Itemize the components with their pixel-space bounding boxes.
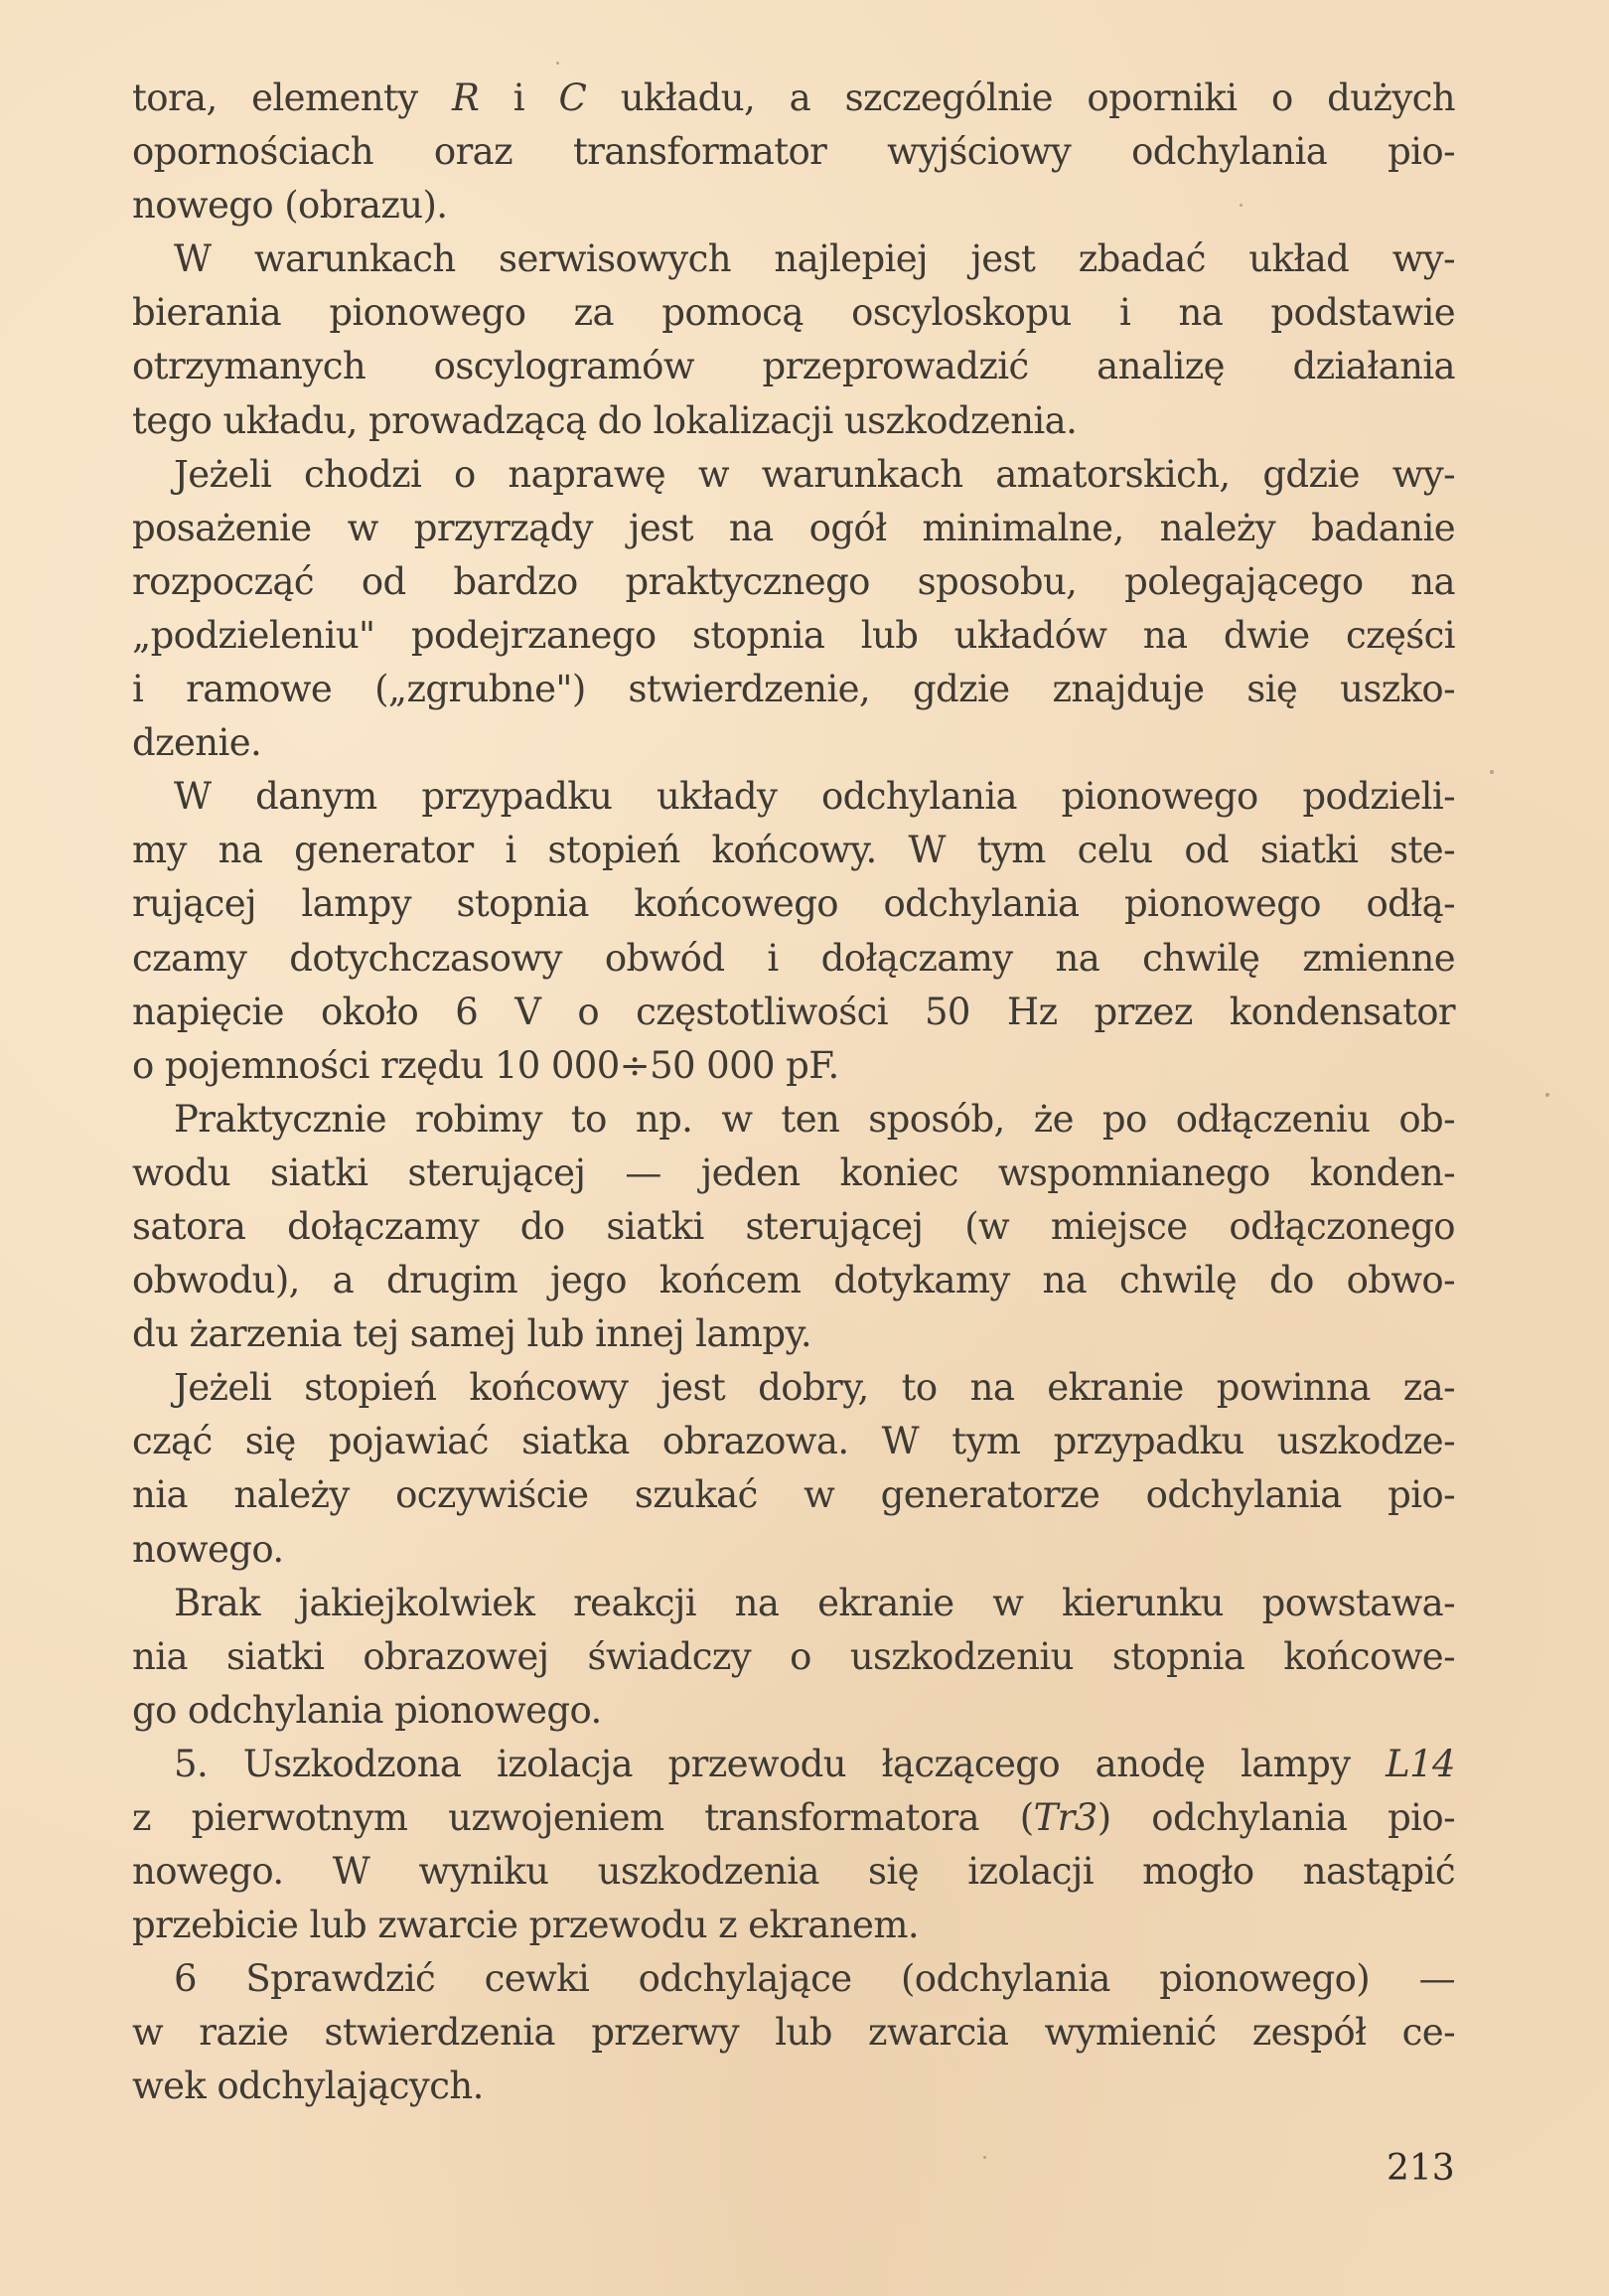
list-item-5: [132, 1738, 1455, 1952]
text-line: i ramowe („zgrubne") stwierdzenie, gdzie znajduje się uszko-: [132, 668, 1455, 711]
text-line: rozpocząć od bardzo praktycznego sposobu, polegającego na: [132, 559, 1455, 603]
text-line: napięcie około 6 V o częstotliwości 50 Hz przez kondensator: [132, 990, 1455, 1033]
text-line: W warunkach serwisowych najlepiej jest zbadać układ wy-: [174, 237, 1455, 281]
paper-speck: [556, 62, 559, 65]
paper-speck: [983, 2156, 986, 2159]
text-line: wek odchylających.: [132, 2065, 484, 2108]
paragraph-5: [132, 1093, 1455, 1361]
paragraph-3: [132, 448, 1455, 771]
symbol-L14: L14: [1386, 1742, 1455, 1785]
paper-speck: [1240, 204, 1243, 207]
text-line: wodu siatki sterującej — jeden koniec wspomnianego konden-: [132, 1150, 1455, 1194]
text-line: W danym przypadku układy odchylania pionowego podzieli-: [174, 775, 1455, 819]
page-number: 213: [1387, 2148, 1455, 2189]
text-line: obwodu), a drugim jego końcem dotykamy na chwilę do obwo-: [132, 1259, 1455, 1302]
list-item-6: [132, 1952, 1455, 2113]
text-line: nia siatki obrazowej świadczy o uszkodzeniu stopnia końcowe-: [132, 1634, 1455, 1678]
text-line: Praktycznie robimy to np. w ten sposób, że po odłączeniu ob-: [174, 1097, 1455, 1141]
text-line: „podzieleniu" podejrzanego stopnia lub układów na dwie części: [132, 613, 1455, 657]
text-line: bierania pionowego za pomocą oscyloskopu i na podstawie: [132, 291, 1455, 335]
paragraph-7: [132, 1577, 1455, 1738]
text-line: my na generator i stopień końcowy. W tym celu od siatki ste-: [132, 829, 1455, 872]
paragraph-2: [132, 232, 1455, 447]
symbol-R: R: [452, 77, 480, 119]
text-line: satora dołączamy do siatki sterującej (w miejsce odłączonego: [132, 1204, 1455, 1248]
text-line: nowego. W wyniku uszkodzenia się izolacji mogło nastąpić: [132, 1850, 1455, 1894]
text-line: dzenie.: [132, 721, 262, 765]
paragraph-4: [132, 770, 1455, 1093]
text-line: 6 Sprawdzić cewki odchylające (odchylania pionowego) —: [174, 1957, 1455, 2001]
text-line: o pojemności rzędu 10 000÷50 000 pF.: [132, 1043, 839, 1087]
text-line: przebicie lub zwarcie przewodu z ekranem.: [132, 1904, 920, 1947]
text-line: nowego (obrazu).: [132, 184, 448, 228]
text-line: cząć się pojawiać siatka obrazowa. W tym przypadku uszkodze-: [132, 1420, 1455, 1463]
text-line: posażenie w przyrządy jest na ogół minimalne, należy badanie: [132, 506, 1455, 549]
paragraph-6: [132, 1361, 1455, 1576]
text-line: tora, elementy R i C układu, a szczególnie oporniki o dużych: [132, 77, 1455, 119]
text-line: nowego.: [132, 1527, 284, 1571]
text-line: nia należy oczywiście szukać w generatorze odchylania pio-: [132, 1473, 1455, 1517]
text-line: tego układu, prowadzącą do lokalizacji uszkodzenia.: [132, 398, 1078, 442]
text-line: czamy dotychczasowy obwód i dołączamy na chwilę zmienne: [132, 936, 1455, 980]
text-line: Brak jakiejkolwiek reakcji na ekranie w kierunku powstawa-: [174, 1581, 1455, 1624]
text-line: w razie stwierdzenia przerwy lub zwarcia wymienić zespół ce-: [132, 2011, 1455, 2055]
paper-speck: [1545, 1093, 1549, 1097]
text-line: go odchylania pionowego.: [132, 1688, 602, 1732]
paragraph-1: [132, 72, 1455, 232]
text-line: du żarzenia tej samej lub innej lampy.: [132, 1312, 811, 1356]
symbol-C: C: [558, 77, 587, 119]
paper-speck: [1490, 770, 1494, 774]
symbol-Tr3: Tr3: [1033, 1796, 1097, 1839]
text-line: Jeżeli stopień końcowy jest dobry, to na ekranie powinna za-: [174, 1366, 1455, 1410]
text-line: z pierwotnym uzwojeniem transformatora (Tr3) odchylania pio-: [132, 1796, 1455, 1839]
text-line: rującej lampy stopnia końcowego odchylania pionowego odłą-: [132, 882, 1455, 926]
body-text: [132, 72, 1455, 2114]
text-line: otrzymanych oscylogramów przeprowadzić analizę działania: [132, 345, 1455, 388]
text-line: 5. Uszkodzona izolacja przewodu łączącego anodę lampy L14: [174, 1742, 1455, 1785]
text-line: opornościach oraz transformator wyjściowy odchylania pio-: [132, 130, 1455, 174]
text-line: Jeżeli chodzi o naprawę w warunkach amatorskich, gdzie wy-: [174, 452, 1455, 496]
